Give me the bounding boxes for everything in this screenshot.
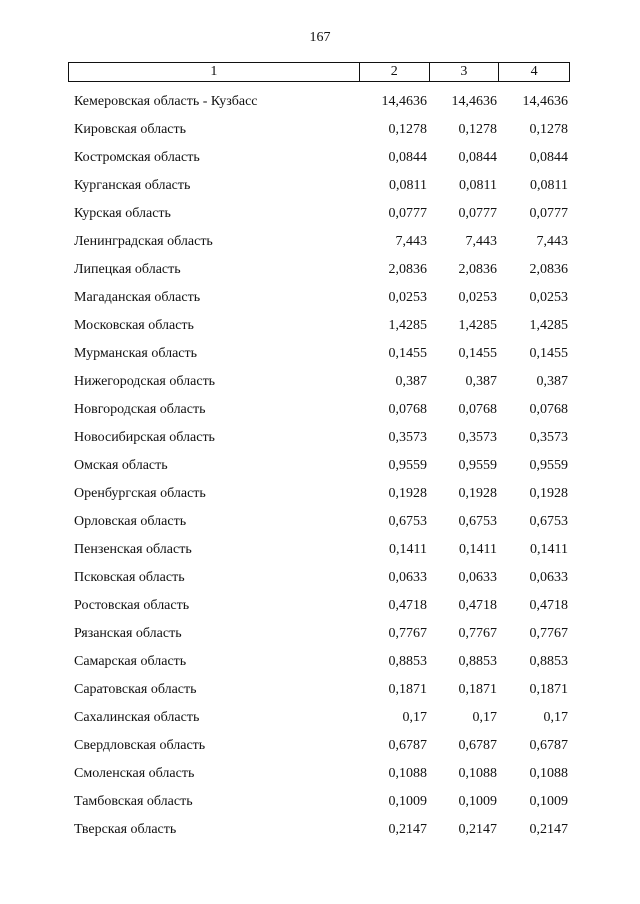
value-cell-col3: 0,387	[465, 374, 497, 389]
value-cell-col3: 0,1009	[458, 794, 497, 809]
value-cell-col2: 1,4285	[388, 318, 427, 333]
value-cell-col3: 0,2147	[458, 822, 497, 837]
table-row	[68, 536, 570, 564]
region-name-cell: Орловская область	[74, 514, 187, 529]
value-cell-col3: 0,1088	[458, 766, 497, 781]
value-cell-col2: 0,4718	[388, 598, 427, 613]
value-cell-col2: 0,1278	[388, 122, 427, 137]
value-cell-col3: 0,0811	[459, 178, 497, 193]
value-cell-col3: 0,0777	[458, 206, 497, 221]
value-cell-col3: 0,3573	[458, 430, 497, 445]
value-cell-col3: 0,9559	[458, 458, 497, 473]
region-name-cell: Псковская область	[74, 570, 185, 585]
table-header-row	[68, 62, 570, 82]
value-cell-col2: 0,1088	[388, 766, 427, 781]
table-row	[68, 704, 570, 732]
value-cell-col2: 0,7767	[388, 626, 427, 641]
region-name-cell: Самарская область	[74, 654, 187, 669]
value-cell-col3: 0,1455	[458, 346, 497, 361]
table-row	[68, 396, 570, 424]
value-cell-col2: 0,0811	[389, 178, 427, 193]
value-cell-col2: 0,1871	[388, 682, 427, 697]
region-name-cell: Магаданская область	[74, 290, 201, 305]
value-cell-col3: 0,8853	[458, 654, 497, 669]
value-cell-col4: 7,443	[536, 234, 568, 249]
value-cell-col4: 0,387	[536, 374, 568, 389]
table-row	[68, 564, 570, 592]
table-row	[68, 816, 570, 844]
value-cell-col2: 0,8853	[388, 654, 427, 669]
page-number: 167	[309, 30, 331, 45]
value-cell-col2: 0,1009	[388, 794, 427, 809]
region-name-cell: Тверская область	[74, 822, 177, 837]
table-row	[68, 508, 570, 536]
value-cell-col3: 2,0836	[458, 262, 497, 277]
value-cell-col3: 0,1411	[459, 542, 497, 557]
value-cell-col4: 0,0844	[529, 150, 568, 165]
value-cell-col2: 0,1928	[388, 486, 427, 501]
value-cell-col4: 0,0768	[529, 402, 568, 417]
data-table	[68, 62, 570, 844]
value-cell-col3: 14,4636	[451, 94, 497, 109]
value-cell-col4: 0,7767	[529, 626, 568, 641]
value-cell-col2: 0,3573	[388, 430, 427, 445]
value-cell-col4: 0,1455	[529, 346, 568, 361]
value-cell-col2: 0,1411	[389, 542, 427, 557]
table-row	[68, 788, 570, 816]
value-cell-col2: 0,0633	[388, 570, 427, 585]
column-header-2: 2	[359, 63, 429, 81]
region-name-cell: Курганская область	[74, 178, 191, 193]
value-cell-col3: 0,6787	[458, 738, 497, 753]
column-header-1: 1	[210, 64, 218, 79]
value-cell-col4: 0,1088	[529, 766, 568, 781]
region-name-cell: Ленинградская область	[74, 234, 213, 249]
table-body	[68, 88, 570, 844]
table-row	[68, 116, 570, 144]
table-row	[68, 172, 570, 200]
table-row	[68, 144, 570, 172]
value-cell-col3: 0,0253	[458, 290, 497, 305]
table-row	[68, 648, 570, 676]
value-cell-col4: 0,3573	[529, 430, 568, 445]
value-cell-col2: 0,0253	[388, 290, 427, 305]
region-name-cell: Липецкая область	[74, 262, 181, 277]
value-cell-col4: 0,6787	[529, 738, 568, 753]
value-cell-col4: 0,0253	[529, 290, 568, 305]
value-cell-col3: 0,1871	[458, 682, 497, 697]
value-cell-col4: 0,4718	[529, 598, 568, 613]
table-row	[68, 88, 570, 116]
table-row	[68, 620, 570, 648]
value-cell-col4: 0,1871	[529, 682, 568, 697]
value-cell-col2: 0,6753	[388, 514, 427, 529]
value-cell-col4: 0,2147	[529, 822, 568, 837]
value-cell-col2: 7,443	[395, 234, 427, 249]
value-cell-col3: 0,4718	[458, 598, 497, 613]
value-cell-col4: 0,8853	[529, 654, 568, 669]
region-name-cell: Кемеровская область - Кузбасс	[74, 94, 258, 109]
value-cell-col3: 1,4285	[458, 318, 497, 333]
table-row	[68, 200, 570, 228]
value-cell-col3: 0,6753	[458, 514, 497, 529]
table-row	[68, 368, 570, 396]
table-row	[68, 312, 570, 340]
value-cell-col2: 0,2147	[388, 822, 427, 837]
value-cell-col4: 0,1928	[529, 486, 568, 501]
region-name-cell: Кировская область	[74, 122, 187, 137]
value-cell-col4: 0,1278	[529, 122, 568, 137]
value-cell-col2: 2,0836	[388, 262, 427, 277]
region-name-cell: Тамбовская область	[74, 794, 193, 809]
table-row	[68, 284, 570, 312]
region-name-cell: Нижегородская область	[74, 374, 216, 389]
value-cell-col3: 0,7767	[458, 626, 497, 641]
table-row	[68, 592, 570, 620]
value-cell-col3: 0,0768	[458, 402, 497, 417]
region-name-cell: Рязанская область	[74, 626, 182, 641]
table-row	[68, 732, 570, 760]
region-name-cell: Свердловская область	[74, 738, 206, 753]
value-cell-col4: 0,17	[543, 710, 568, 725]
region-name-cell: Смоленская область	[74, 766, 195, 781]
region-name-cell: Новгородская область	[74, 402, 206, 417]
value-cell-col4: 2,0836	[529, 262, 568, 277]
value-cell-col4: 0,9559	[529, 458, 568, 473]
value-cell-col3: 0,17	[472, 710, 497, 725]
region-name-cell: Сахалинская область	[74, 710, 200, 725]
region-name-cell: Саратовская область	[74, 682, 197, 697]
value-cell-col3: 0,0844	[458, 150, 497, 165]
region-name-cell: Ростовская область	[74, 598, 190, 613]
value-cell-col4: 0,6753	[529, 514, 568, 529]
value-cell-col2: 0,6787	[388, 738, 427, 753]
table-row	[68, 228, 570, 256]
value-cell-col2: 0,17	[402, 710, 427, 725]
column-header-4: 4	[498, 63, 569, 81]
value-cell-col3: 7,443	[465, 234, 497, 249]
value-cell-col4: 0,0777	[529, 206, 568, 221]
value-cell-col2: 0,387	[395, 374, 427, 389]
table-row	[68, 256, 570, 284]
value-cell-col2: 14,4636	[381, 94, 427, 109]
region-name-cell: Мурманская область	[74, 346, 198, 361]
value-cell-col4: 0,0811	[530, 178, 568, 193]
value-cell-col4: 0,0633	[529, 570, 568, 585]
region-name-cell: Курская область	[74, 206, 171, 221]
table-row	[68, 676, 570, 704]
value-cell-col3: 0,1278	[458, 122, 497, 137]
region-name-cell: Московская область	[74, 318, 194, 333]
column-header-3: 3	[429, 63, 499, 81]
region-name-cell: Новосибирская область	[74, 430, 215, 445]
value-cell-col3: 0,1928	[458, 486, 497, 501]
value-cell-col2: 0,0768	[388, 402, 427, 417]
value-cell-col2: 0,1455	[388, 346, 427, 361]
region-name-cell: Пензенская область	[74, 542, 192, 557]
value-cell-col4: 1,4285	[529, 318, 568, 333]
region-name-cell: Костромская область	[74, 150, 200, 165]
value-cell-col4: 14,4636	[522, 94, 568, 109]
value-cell-col3: 0,0633	[458, 570, 497, 585]
region-name-cell: Омская область	[74, 458, 168, 473]
table-row	[68, 480, 570, 508]
value-cell-col2: 0,0777	[388, 206, 427, 221]
table-row	[68, 760, 570, 788]
table-row	[68, 340, 570, 368]
region-name-cell: Оренбургская область	[74, 486, 206, 501]
value-cell-col4: 0,1009	[529, 794, 568, 809]
value-cell-col4: 0,1411	[530, 542, 568, 557]
value-cell-col2: 0,0844	[388, 150, 427, 165]
value-cell-col2: 0,9559	[388, 458, 427, 473]
table-row	[68, 452, 570, 480]
table-row	[68, 424, 570, 452]
